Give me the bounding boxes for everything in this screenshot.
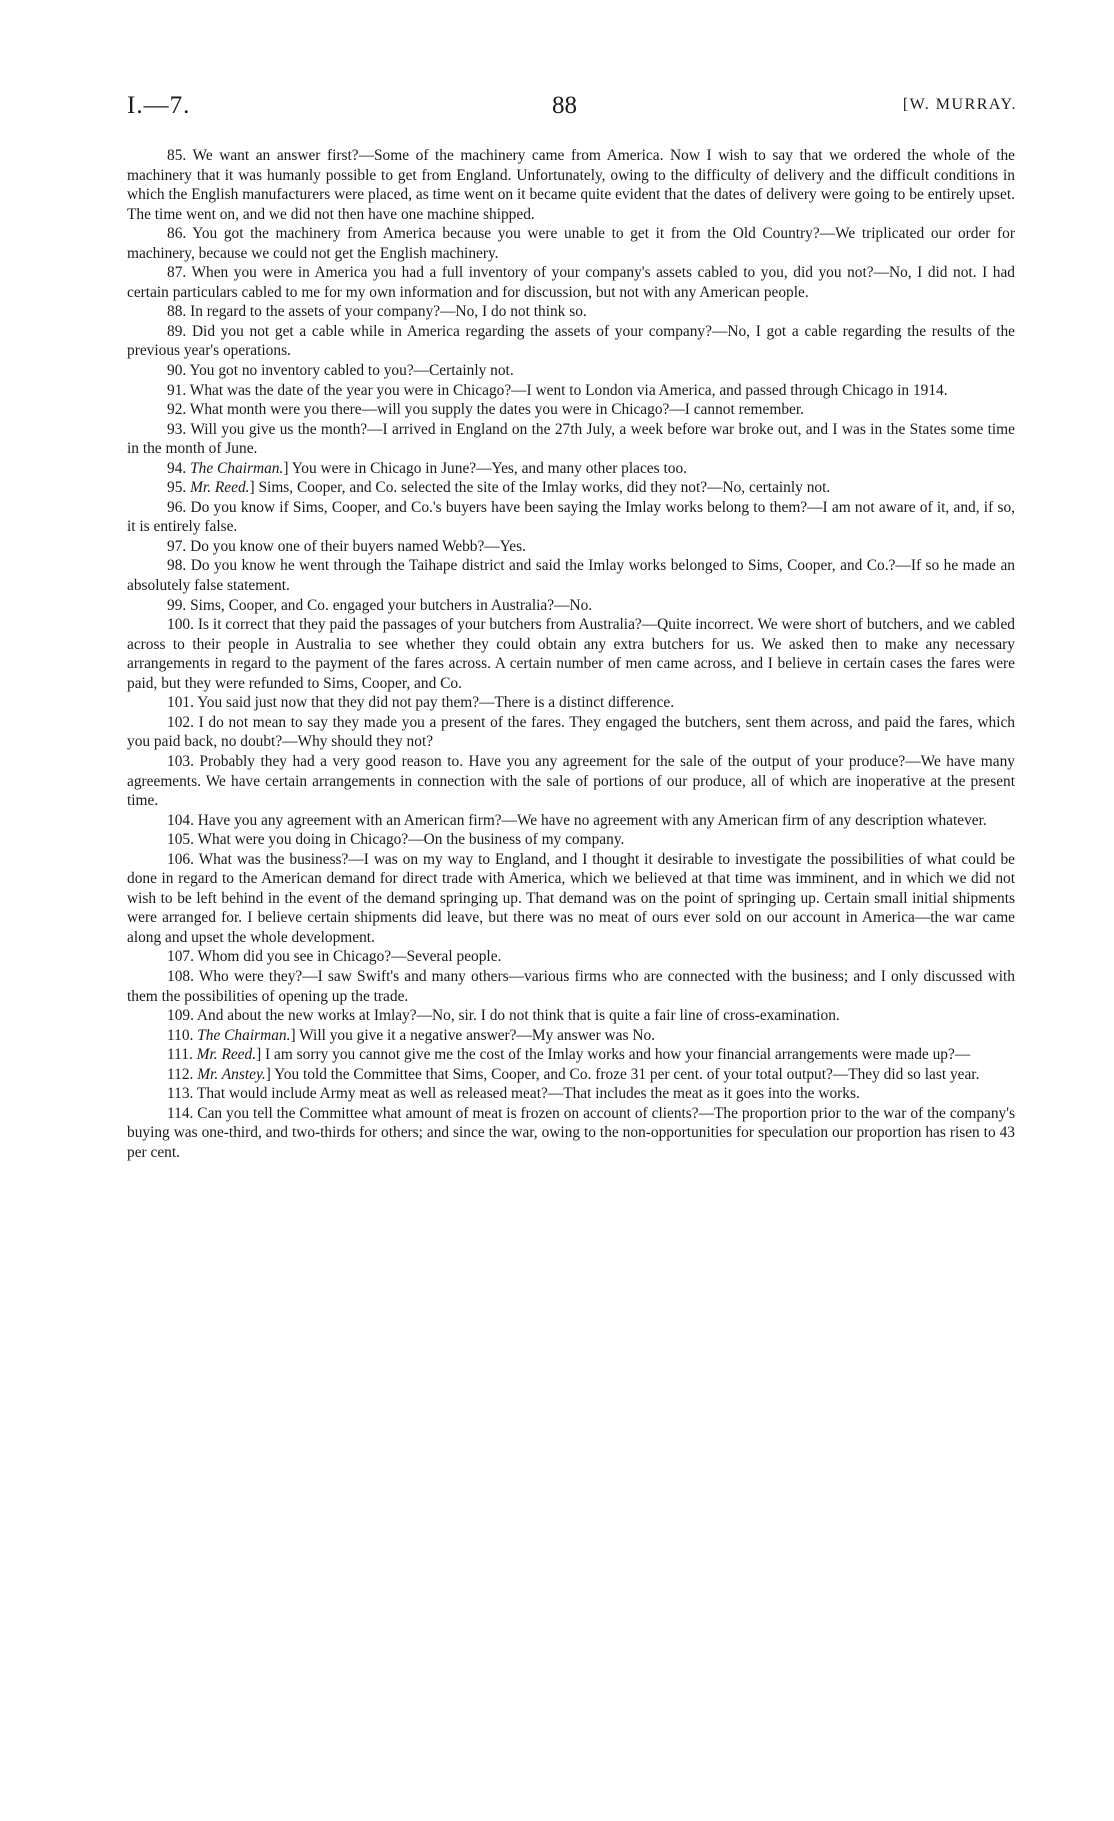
paragraph-107: 107. Whom did you see in Chicago?—Several people. (167, 948, 502, 966)
paragraph-106: 106. What was the business?—I was on my way to England, and I thought it desirable to investigate the possibilities of what could be done in regard to the American demand for direct trade with America, which we believed at that time was imminent, and in which we did not wish to be left behind in the event of the demand springing up. That demand was on the point of springing up. Certain small initial shipments were arranged for. I believe certain shipments did leave, but there was no meat of ours ever sold on our account in America—the war came along and upset the whole development. (127, 850, 1015, 946)
paragraph-103: 103. Probably they had a very good reason to. Have you any agreement for the sale of the output of your produce?—We have many agreements. We have certain arrangements in connection with the sale of portions of our produce, all of which are inoperative at the present time. (127, 752, 1015, 810)
speaker-name: Mr. Anstey. (197, 1065, 266, 1083)
paragraph-101: 101. You said just now that they did not pay them?—There is a distinct difference. (167, 694, 675, 712)
speaker-name: Mr. Reed. (190, 479, 250, 497)
paragraph-99: 99. Sims, Cooper, and Co. engaged your butchers in Australia?—No. (167, 596, 593, 614)
document-reference: I.—7. (127, 92, 191, 119)
paragraph-111: 111. Mr. Reed.] I am sorry you cannot give me the cost of the Imlay works and how your financial arrangements were made up?— (167, 1046, 971, 1064)
paragraph-95: 95. Mr. Reed.] Sims, Cooper, and Co. selected the site of the Imlay works, did they not?—No, certainly not. (167, 479, 831, 497)
paragraph-98: 98. Do you know he went through the Taihape district and said the Imlay works belonged to Sims, Cooper, and Co.?—If so he made an absolutely false statement. (127, 557, 1015, 595)
speaker-name: The Chairman. (197, 1026, 291, 1044)
paragraph-96: 96. Do you know if Sims, Cooper, and Co.'s buyers have been saying the Imlay works belong to them?—I am not aware of it, and, if so, it is entirely false. (127, 498, 1015, 536)
paragraph-109: 109. And about the new works at Imlay?—No, sir. I do not think that is quite a fair line of cross-examination. (167, 1007, 840, 1025)
paragraph-88: 88. In regard to the assets of your company?—No, I do not think so. (167, 303, 587, 321)
paragraph-113: 113. That would include Army meat as well as released meat?—That includes the meat as it goes into the works. (167, 1085, 860, 1103)
paragraph-91: 91. What was the date of the year you were in Chicago?—I went to London via America, and passed through Chicago in 1914. (167, 381, 948, 399)
testimony-body (127, 146, 1015, 1162)
page-header (127, 92, 1017, 124)
paragraph-110: 110. The Chairman.] Will you give it a negative answer?—My answer was No. (167, 1026, 655, 1044)
paragraph-85: 85. We want an answer first?—Some of the machinery came from America. Now I wish to say that we ordered the whole of the machinery that it was humanly possible to get from England. Unfortunately, owing to the difficulty of delivery and the difficult conditions in which the English manufacturers were placed, as time went on it became quite evident that the dates of delivery were going to be entirely upset. The time went on, and we did not then have one machine shipped. (127, 147, 1015, 223)
paragraph-108: 108. Who were they?—I saw Swift's and many others—various firms who are connected with the business; and I only discussed with them the possibilities of opening up the trade. (127, 967, 1015, 1005)
speaker-name: Mr. Reed. (196, 1046, 257, 1064)
paragraph-104: 104. Have you any agreement with an American firm?—We have no agreement with any American firm of any description whatever. (167, 811, 987, 829)
paragraph-90: 90. You got no inventory cabled to you?—Certainly not. (167, 362, 514, 380)
paragraph-89: 89. Did you not get a cable while in America regarding the assets of your company?—No, I got a cable regarding the results of the previous year's operations. (127, 322, 1015, 360)
paragraph-112: 112. Mr. Anstey.] You told the Committee that Sims, Cooper, and Co. froze 31 per cent. of your total output?—They did so last year. (167, 1065, 980, 1083)
paragraph-105: 105. What were you doing in Chicago?—On the business of my company. (167, 831, 625, 849)
paragraph-94: 94. The Chairman.] You were in Chicago in June?—Yes, and many other places too. (167, 459, 687, 477)
paragraph-93: 93. Will you give us the month?—I arrived in England on the 27th July, a week before war broke out, and I was in the States some time in the month of June. (127, 420, 1015, 458)
paragraph-87: 87. When you were in America you had a full inventory of your company's assets cabled to you, did you not?—No, I did not. I had certain particulars cabled to me for my own information and for discussion, but not with any American people. (127, 264, 1015, 301)
page-number: 88 (552, 92, 577, 119)
paragraph-114: 114. Can you tell the Committee what amount of meat is frozen on account of clients?—The proportion prior to the war of the company's buying was one-third, and two-thirds for others; and since the war, owing to the non-opportunities for speculation our proportion has risen to 43 per cent. (127, 1104, 1015, 1161)
paragraph-92: 92. What month were you there—will you supply the dates you were in Chicago?—I cannot remember. (167, 401, 804, 419)
paragraph-86: 86. You got the machinery from America because you were unable to get it from the Old Country?—We triplicated our order for machinery, because we could not get the English machinery. (127, 225, 1015, 262)
speaker-name: The Chairman. (190, 459, 284, 477)
witness-name: [W. MURRAY. (902, 96, 1017, 113)
paragraph-97: 97. Do you know one of their buyers named Webb?—Yes. (167, 537, 526, 555)
paragraph-100: 100. Is it correct that they paid the passages of your butchers from Australia?—Quite incorrect. We were short of butchers, and we cabled across to their people in Australia to see whether they could obtain any extra butchers for us. We asked then to make any necessary arrangements in regard to the payment of the fares across. A certain number of men came across, and I believe in certain cases the fares were paid, but they were refunded to Sims, Cooper, and Co. (127, 616, 1015, 692)
paragraph-102: 102. I do not mean to say they made you a present of the fares. They engaged the butchers, sent them across, and paid the fares, which you paid back, no doubt?—Why should they not? (127, 713, 1015, 751)
